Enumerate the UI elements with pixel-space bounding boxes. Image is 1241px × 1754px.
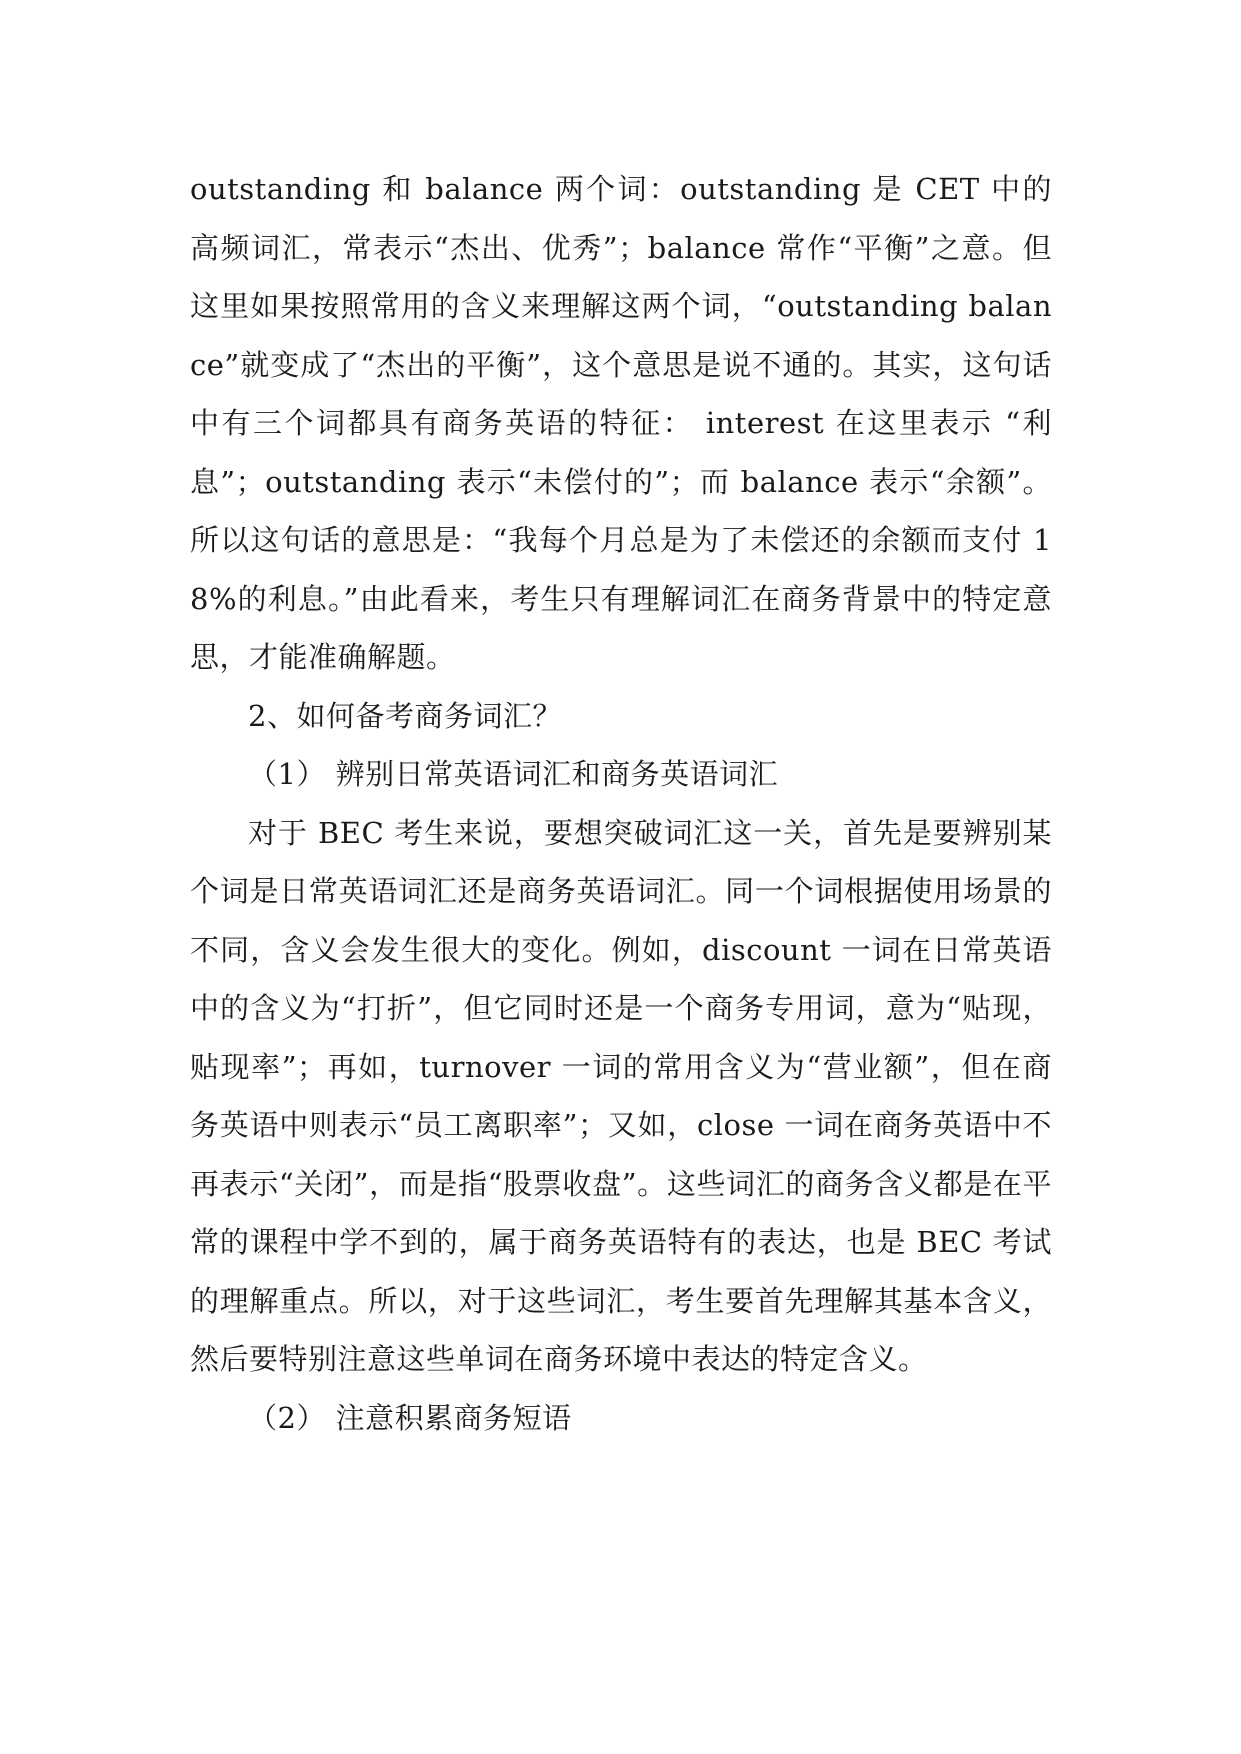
section-heading-2: 2、如何备考商务词汇？: [248, 698, 562, 733]
subsection-heading-1: （1） 辨别日常英语词汇和商务英语词汇: [248, 757, 779, 791]
body-paragraph-continuation: outstanding 和 balance 两个词：outstanding 是 CET 中的高频词汇，常表示“杰出、优秀”；balance 常作“平衡”之意。但这里如果按照常用的含义来理解这两个词，“outstanding balance”就变成了“杰出的平衡”，这个意思是说不通的。其实，这句话中有三个词都具有商务英语的特征： interest 在这里表示 “利息”；outstanding 表示“未偿付的”；而 balance 表示“余额”。所以这句话的意思是：“我每个月总是为了未偿还的余额而支付 18%的利息。”由此看来，考生只有理解词汇在商务背景中的特定意思，才能准确解题。: [190, 172, 1052, 674]
subsection-heading-2: （2） 注意积累商务短语: [248, 1400, 572, 1435]
body-paragraph-vocabulary: 对于 BEC 考生来说，要想突破词汇这一关，首先是要辨别某个词是日常英语词汇还是商务英语词汇。同一个词根据使用场景的不同，含义会发生很大的变化。例如，discount 一词在日常英语中的含义为“打折”，但它同时还是一个商务专用词，意为“贴现，贴现率”；再如，turnover 一词的常用含义为“营业额”，但在商务英语中则表示“员工离职率”；又如，close 一词在商务英语中不再表示“关闭”，而是指“股票收盘”。这些词汇的商务含义都是在平常的课程中学不到的，属于商务英语特有的表达，也是 BEC 考试的理解重点。所以，对于这些词汇，考生要首先理解其基本含义，然后要特别注意这些单词在商务环境中表达的特定含义。: [190, 815, 1052, 1376]
document-page: [190, 160, 1052, 1447]
